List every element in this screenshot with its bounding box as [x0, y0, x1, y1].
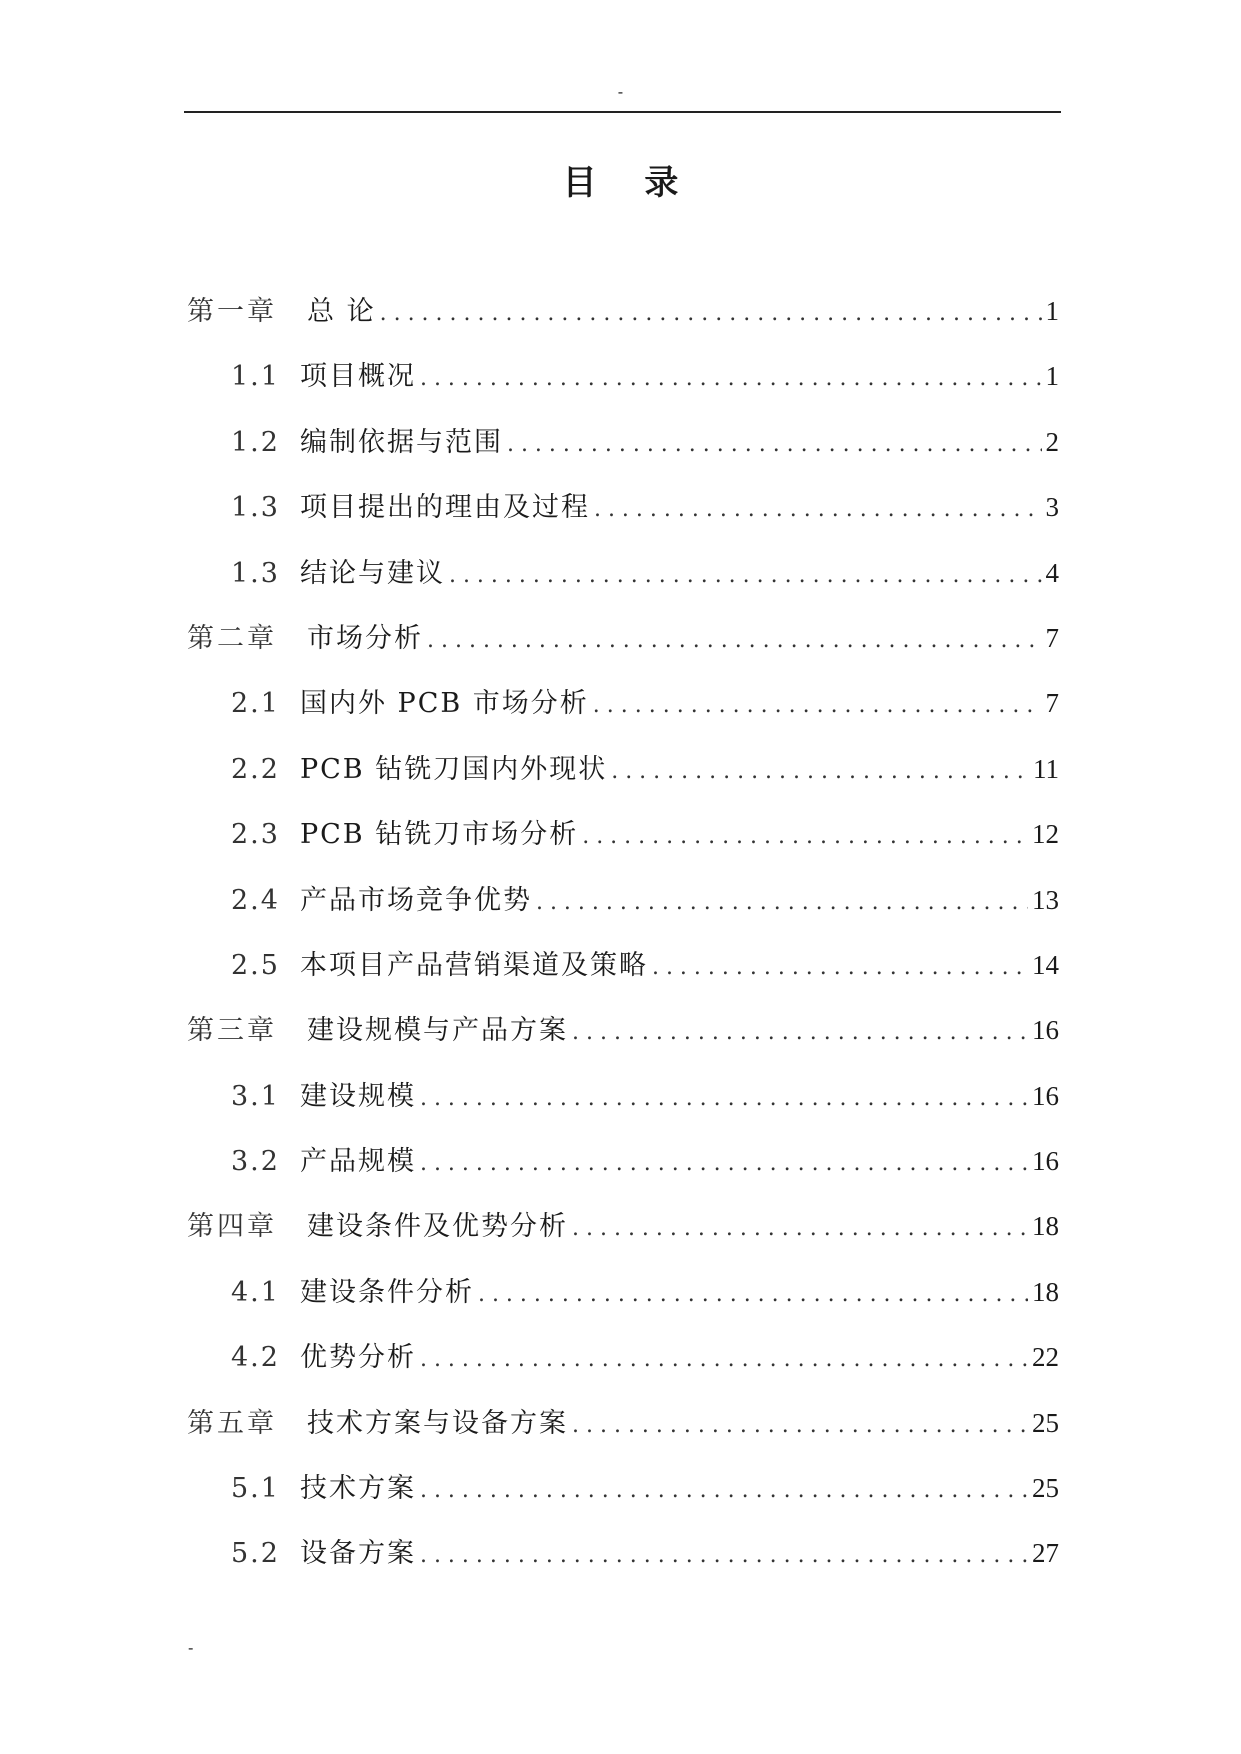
toc-section-entry[interactable]: [187, 814, 1059, 879]
toc-entry-page: 7: [1045, 622, 1059, 653]
header-mark: -: [617, 82, 624, 101]
toc-entry-number: 2.4: [231, 884, 280, 916]
dot-leader: [427, 621, 1042, 661]
toc-entry-number: 第三章: [187, 1015, 277, 1047]
dot-leader: [380, 294, 1042, 334]
dot-leader: [572, 1013, 1028, 1053]
toc-chapter-entry[interactable]: [187, 1403, 1059, 1468]
toc-entry-number: 1.3: [231, 557, 280, 589]
header-rule: [184, 111, 1061, 113]
toc-entry-number: 2.1: [231, 688, 280, 720]
toc-entry-label: 市场分析: [307, 622, 423, 654]
dot-leader: [420, 1079, 1028, 1119]
toc-entry-number: 2.5: [231, 949, 280, 981]
toc-section-entry[interactable]: [187, 356, 1059, 421]
toc-entry-page: 18: [1032, 1276, 1059, 1307]
toc-entry-page: 25: [1032, 1407, 1059, 1438]
toc-entry-label: PCB 钻铣刀市场分析: [299, 819, 579, 851]
toc-section-entry[interactable]: [187, 1076, 1059, 1141]
toc-entry-number: 1.2: [231, 426, 280, 458]
dot-leader: [420, 1471, 1028, 1511]
toc-entry-page: 16: [1032, 1080, 1059, 1111]
toc-section-entry[interactable]: [187, 880, 1059, 945]
toc-entry-page: 4: [1045, 557, 1059, 588]
toc-entry-page: 11: [1033, 753, 1059, 784]
toc-entry-number: 2.3: [231, 819, 280, 851]
toc-entry-number: 5.2: [231, 1538, 280, 1570]
toc-entry-page: 16: [1032, 1146, 1059, 1177]
toc-entry-label: 本项目产品营销渠道及策略: [299, 949, 648, 981]
toc-entry-label: 产品市场竞争优势: [299, 884, 532, 916]
table-of-contents: [187, 291, 1059, 1599]
toc-chapter-entry[interactable]: [187, 291, 1059, 356]
toc-entry-page: 1: [1045, 296, 1059, 326]
dot-leader: [572, 1406, 1028, 1446]
dot-leader: [507, 425, 1042, 465]
toc-entry-page: 13: [1032, 884, 1059, 915]
toc-entry-label: PCB 钻铣刀国内外现状: [299, 753, 608, 785]
dot-leader: [449, 556, 1042, 596]
toc-entry-label: 编制依据与范围: [299, 426, 503, 458]
toc-entry-label: 结论与建议: [299, 557, 445, 589]
toc-entry-label: 建设条件分析: [299, 1276, 474, 1308]
toc-entry-number: 4.1: [231, 1276, 280, 1308]
toc-entry-label: 项目概况: [299, 361, 416, 393]
toc-entry-number: 2.2: [231, 753, 280, 785]
toc-entry-page: 7: [1045, 688, 1059, 719]
page-title: 目 录: [562, 163, 697, 203]
dot-leader: [536, 883, 1028, 923]
toc-entry-number: 5.1: [231, 1473, 280, 1505]
dot-leader: [420, 1340, 1028, 1380]
dot-leader: [420, 1144, 1028, 1184]
toc-entry-label: 优势分析: [299, 1342, 416, 1374]
toc-entry-number: 3.2: [231, 1146, 280, 1178]
toc-entry-label: 国内外 PCB 市场分析: [299, 688, 589, 720]
toc-section-entry[interactable]: [187, 487, 1059, 552]
toc-entry-label: 总 论: [307, 296, 376, 327]
toc-entry-page: 27: [1032, 1538, 1059, 1569]
footer-mark: -: [188, 1638, 194, 1657]
toc-section-entry[interactable]: [187, 1468, 1059, 1533]
toc-entry-page: 18: [1032, 1211, 1059, 1242]
toc-entry-label: 建设规模与产品方案: [307, 1015, 568, 1047]
toc-section-entry[interactable]: [187, 1141, 1059, 1206]
toc-entry-page: 25: [1032, 1473, 1059, 1504]
toc-chapter-entry[interactable]: [187, 1206, 1059, 1271]
dot-leader: [593, 686, 1042, 726]
dot-leader: [420, 1536, 1028, 1576]
toc-entry-number: 1.1: [231, 361, 280, 393]
toc-entry-page: 14: [1032, 949, 1059, 980]
toc-entry-number: 1.3: [231, 492, 280, 524]
toc-section-entry[interactable]: [187, 945, 1059, 1010]
toc-section-entry[interactable]: [187, 422, 1059, 487]
toc-entry-label: 技术方案与设备方案: [307, 1407, 568, 1439]
toc-entry-label: 设备方案: [299, 1538, 416, 1570]
toc-entry-page: 12: [1032, 819, 1059, 850]
toc-chapter-entry[interactable]: [187, 618, 1059, 683]
dot-leader: [611, 752, 1029, 792]
toc-section-entry[interactable]: [187, 1272, 1059, 1337]
dot-leader: [594, 490, 1042, 530]
toc-entry-label: 技术方案: [299, 1473, 416, 1505]
toc-section-entry[interactable]: [187, 683, 1059, 748]
toc-entry-label: 产品规模: [299, 1146, 416, 1178]
dot-leader: [478, 1275, 1028, 1315]
toc-entry-label: 项目提出的理由及过程: [299, 492, 590, 524]
toc-entry-page: 1: [1045, 361, 1059, 392]
toc-entry-number: 第五章: [187, 1407, 277, 1439]
toc-entry-page: 16: [1032, 1015, 1059, 1046]
dot-leader: [582, 817, 1028, 857]
toc-section-entry[interactable]: [187, 1533, 1059, 1598]
dot-leader: [420, 359, 1042, 399]
toc-entry-label: 建设条件及优势分析: [307, 1211, 568, 1243]
toc-entry-number: 第二章: [187, 622, 277, 654]
toc-entry-number: 第四章: [187, 1211, 277, 1243]
toc-entry-label: 建设规模: [299, 1080, 416, 1112]
toc-section-entry[interactable]: [187, 553, 1059, 618]
toc-entry-number: 4.2: [231, 1342, 280, 1374]
toc-section-entry[interactable]: [187, 749, 1059, 814]
toc-chapter-entry[interactable]: [187, 1010, 1059, 1075]
toc-entry-page: 2: [1045, 426, 1059, 457]
dot-leader: [572, 1209, 1028, 1249]
toc-entry-number: 第一章: [187, 296, 277, 327]
toc-entry-number: 3.1: [231, 1080, 280, 1112]
dot-leader: [652, 948, 1028, 988]
toc-section-entry[interactable]: [187, 1337, 1059, 1402]
toc-entry-page: 22: [1032, 1342, 1059, 1373]
toc-entry-page: 3: [1045, 492, 1059, 523]
